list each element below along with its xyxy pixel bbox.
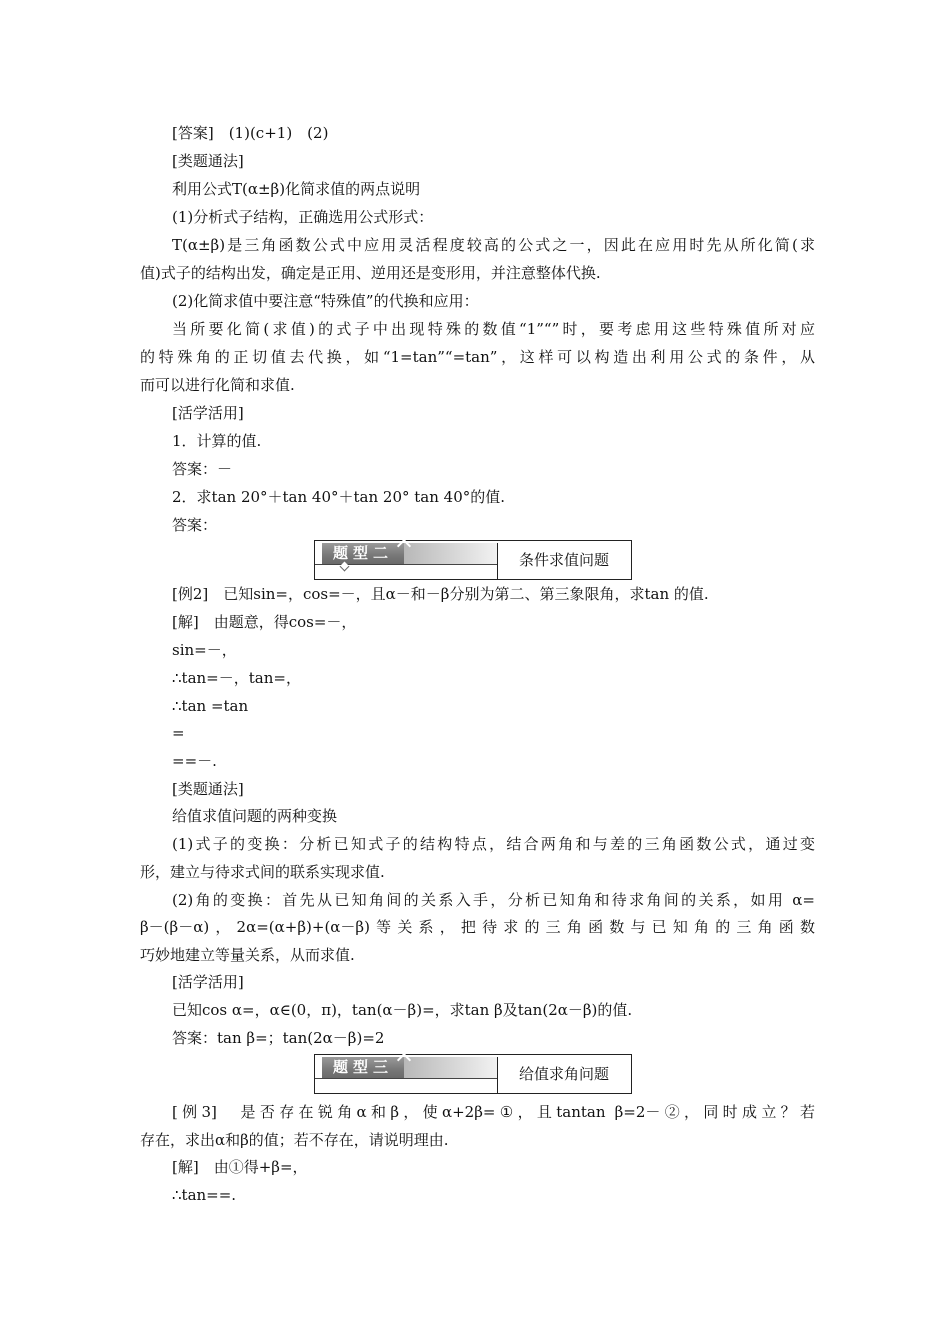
paragraph-line: (2)化简求值中要注意“特殊值”的代换和应用： [172,292,479,310]
section-tag-underline [315,1078,497,1079]
paragraph-line: 巧妙地建立等量关系，从而求值. [140,946,355,964]
section-tag: 题型三 [322,1057,404,1078]
section-tag-shade [404,543,497,564]
example-line: [例3] 是否存在锐角α和β，使α+2β=①，且tantan β=2－②，同时成立？若 [172,1103,815,1121]
paragraph-line: 形，建立与待求式间的联系实现求值. [140,863,385,881]
answer-line: 答案： [172,516,218,534]
answer-line: 答案：tan β=；tan(2α－β)=2 [172,1029,385,1047]
section-tag: 题型二 [322,543,404,564]
answer-line: 答案：－ [172,460,233,478]
paragraph-line: β－(β－α)，2α=(α+β)+(α－β)等关系，把待求的三角函数与已知角的三角函数 [140,918,815,936]
section-title: 条件求值问题 [518,551,609,569]
section-box-type-2 [314,540,632,580]
paragraph-title: 给值求值问题的两种变换 [172,807,338,825]
paragraph-line: (2)角的变换：首先从已知角间的关系入手，分析已知角和待求角间的关系，如用 α= [172,891,815,909]
example-line: 存在，求出α和β的值；若不存在，请说明理由. [140,1131,449,1149]
section-heading: [类题通法] [172,152,244,170]
paragraph-line: (1)分析式子结构，正确选用公式形式： [172,208,434,226]
solution-line: [解] 由题意，得cos=－， [172,613,357,631]
solution-line: ∴tan=－，tan=， [172,669,301,687]
paragraph-line: 而可以进行化简和求值. [140,376,295,394]
exercise-line: 1．计算的值. [172,432,262,450]
solution-line: [解] 由①得+β=， [172,1158,308,1176]
answer-line: [答案] (1)(c+1) (2) [172,124,329,142]
paragraph-line: 当所要化简(求值)的式子中出现特殊的数值“1”“”时，要考虑用这些特殊值所对应 [172,320,815,338]
section-heading: [类题通法] [172,780,244,798]
solution-line: ==－. [172,752,217,770]
solution-line: = [172,724,185,742]
section-box-type-3 [314,1054,632,1094]
section-tag-shade [404,1057,497,1078]
solution-line: ∴tan =tan [172,697,249,715]
solution-line: sin=－， [172,641,237,659]
paragraph-line: (1)式子的变换：分析已知式子的结构特点，结合两角和与差的三角函数公式，通过变 [172,835,815,853]
section-heading: [活学活用] [172,973,244,991]
solution-line: ∴tan==. [172,1186,237,1204]
paragraph-line: T(α±β)是三角函数公式中应用灵活程度较高的公式之一，因此在应用时先从所化简(求 [172,236,815,254]
paragraph-title: 利用公式T(α±β)化简求值的两点说明 [172,180,421,198]
exercise-line: 2．求tan 20°＋tan 40°＋tan 20° tan 40°的值. [172,488,506,506]
example-line: [例2] 已知sin=，cos=－，且α－和－β分别为第二、第三象限角，求tan 的值. [172,585,709,603]
paragraph-line: 的特殊角的正切值去代换，如“1=tan”“=tan”，这样可以构造出利用公式的条件，从 [140,348,815,366]
section-title: 给值求角问题 [518,1065,609,1083]
paragraph-line: 值)式子的结构出发，确定是正用、逆用还是变形用，并注意整体代换. [140,264,601,282]
exercise-line: 已知cos α=，α∈(0，π)，tan(α－β)=，求tan β及tan(2α－β)的值. [172,1001,633,1019]
section-heading: [活学活用] [172,404,244,422]
